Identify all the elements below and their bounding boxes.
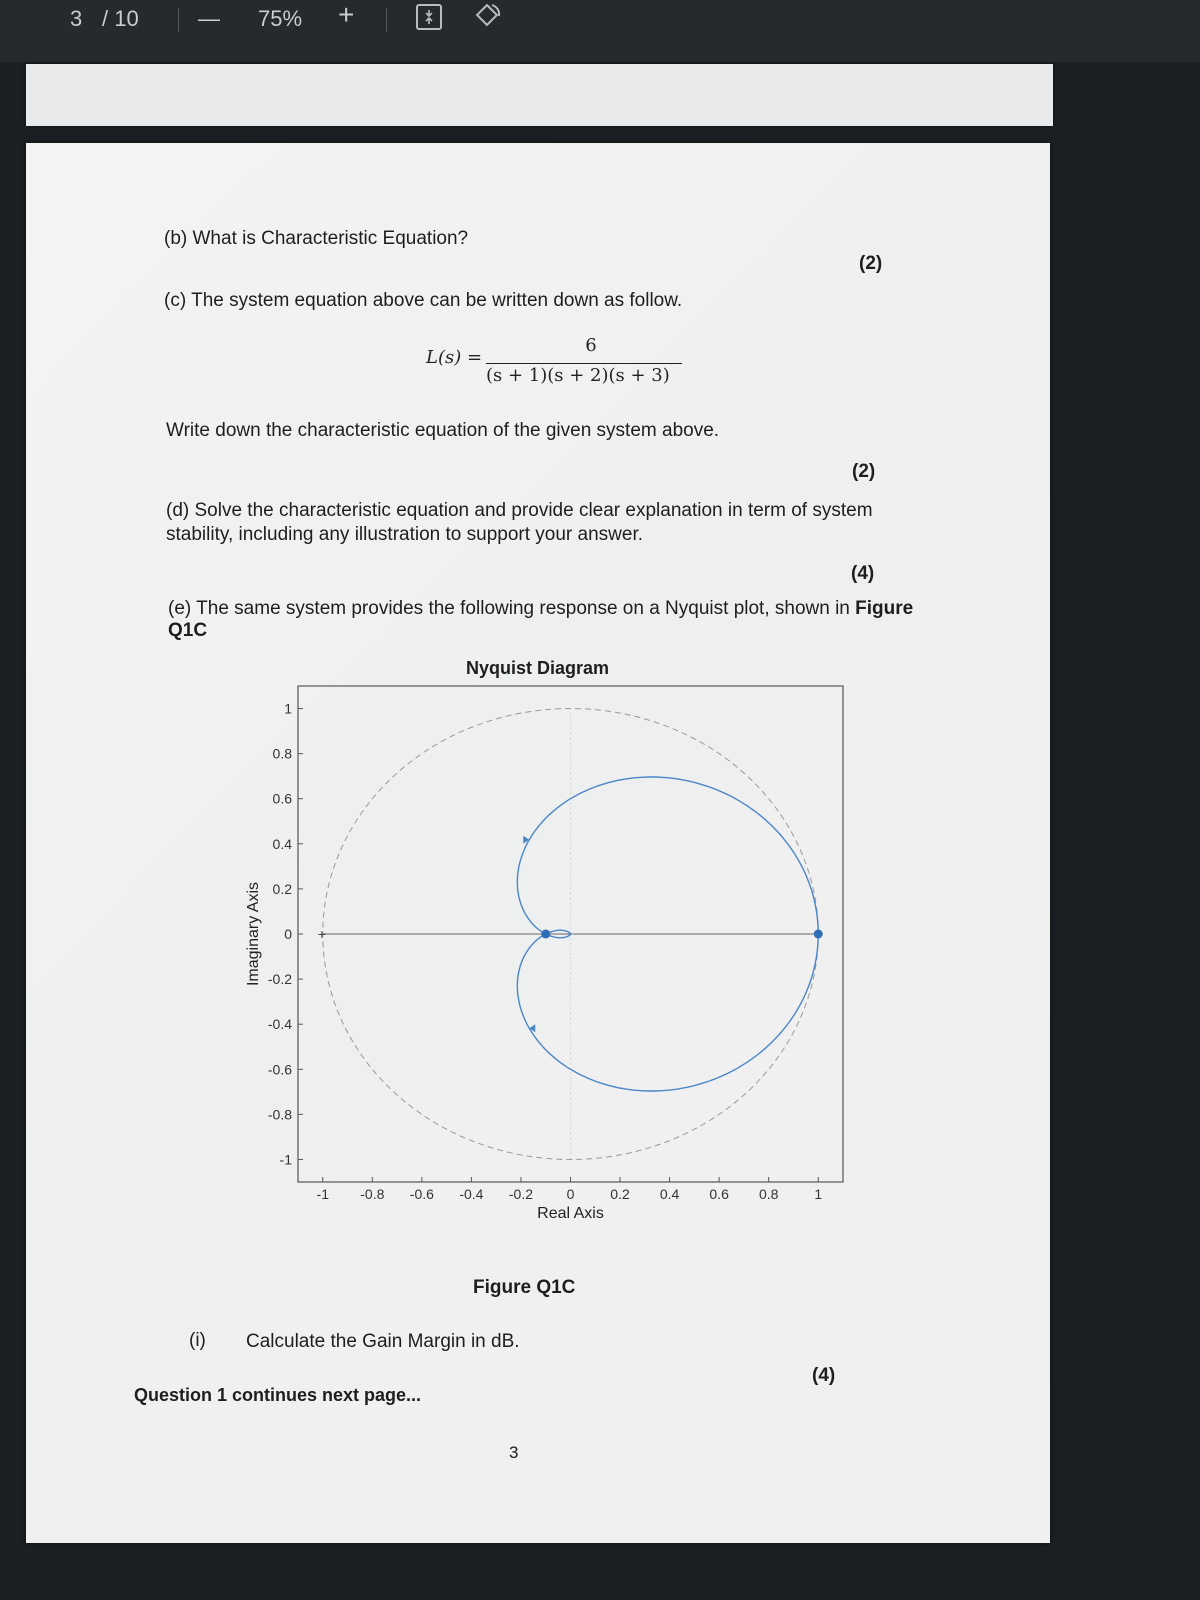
x-tick-label: 0 — [566, 1186, 575, 1202]
figure-caption: Figure Q1C — [473, 1277, 576, 1298]
x-tick-label: 0.4 — [659, 1186, 680, 1202]
sub-question-i-text: Calculate the Gain Margin in dB. — [246, 1331, 520, 1352]
x-tick-label: -0.6 — [409, 1186, 434, 1202]
y-tick-label: 0.8 — [272, 745, 292, 762]
equation-numerator: 6 — [585, 335, 597, 356]
marks-d: (4) — [851, 563, 875, 584]
x-tick-label: 0.8 — [758, 1186, 779, 1202]
chart-title: Nyquist Diagram — [466, 658, 610, 678]
x-axis-label: Real Axis — [537, 1205, 604, 1222]
critical-point-marker: + — [317, 926, 326, 942]
y-tick-label: -0.6 — [267, 1061, 292, 1078]
y-tick-label: -1 — [279, 1151, 292, 1168]
marks-i: (4) — [812, 1365, 836, 1386]
nyquist-curve-negative-branch — [517, 930, 818, 1091]
question-d-line2: stability, including any illustration to support your answer. — [166, 524, 644, 545]
nyquist-plot-svg — [206, 658, 866, 1248]
question-b-text: (b) What is Characteristic Equation? — [164, 228, 469, 249]
data-point — [541, 930, 550, 939]
previous-page — [26, 64, 1053, 126]
marks-c: (2) — [852, 461, 876, 482]
data-point — [814, 930, 823, 939]
y-tick-label: 0 — [284, 926, 292, 942]
x-tick-label: 1 — [814, 1186, 823, 1202]
question-c-instruction: Write down the characteristic equation of the given system above. — [166, 420, 720, 441]
y-tick-label: 0.6 — [272, 790, 292, 807]
nyquist-diagram — [206, 658, 866, 1248]
question-b — [164, 227, 468, 251]
y-axis-label: Imaginary Axis — [245, 881, 262, 987]
document-page — [26, 143, 1050, 1543]
y-tick-label: 1 — [284, 700, 292, 717]
page-current-field[interactable]: 3 — [70, 6, 83, 31]
rotate-icon[interactable] — [470, 2, 504, 32]
y-tick-label: -0.8 — [267, 1106, 292, 1123]
y-tick-label: -0.2 — [267, 971, 292, 988]
equation-lhs: L(s) = — [426, 347, 483, 368]
figure-reference: Figure — [855, 598, 914, 619]
page-total: / 10 — [102, 6, 139, 31]
zoom-level[interactable]: 75% — [258, 6, 303, 31]
question-e-figure-id: Q1C — [168, 620, 208, 641]
y-tick-label: -0.4 — [267, 1016, 292, 1033]
question-e-text: (e) The same system provides the following response on a Nyquist plot, shown in — [168, 598, 850, 619]
x-tick-label: -1 — [316, 1186, 329, 1202]
question-e — [168, 597, 913, 621]
fit-page-icon[interactable] — [416, 4, 442, 30]
page-number: 3 — [509, 1443, 519, 1462]
toolbar-divider — [386, 8, 387, 32]
zoom-out-button[interactable]: — — [198, 6, 220, 31]
x-tick-label: -0.2 — [508, 1186, 534, 1202]
direction-arrow — [529, 1024, 535, 1032]
question-c: (c) The system equation above can be written down as follow. — [164, 290, 683, 311]
x-tick-label: 0.2 — [610, 1186, 630, 1202]
x-tick-label: -0.4 — [459, 1186, 484, 1202]
zoom-in-button[interactable]: + — [338, 0, 355, 30]
fraction-bar — [486, 363, 682, 364]
question-d-line1: (d) Solve the characteristic equation and provide clear explanation in term of system — [166, 500, 873, 521]
nyquist-curve-positive-branch — [517, 777, 818, 938]
x-tick-label: -0.8 — [360, 1186, 385, 1202]
toolbar-divider — [178, 8, 179, 32]
y-tick-label: 0.4 — [272, 835, 292, 852]
equation-denominator: (s + 1)(s + 2)(s + 3) — [486, 365, 670, 386]
sub-question-i-label: (i) — [189, 1330, 206, 1351]
x-tick-label: 0.6 — [709, 1186, 729, 1202]
y-tick-label: 0.2 — [272, 880, 292, 897]
continues-note: Question 1 continues next page... — [134, 1385, 422, 1405]
pdf-toolbar — [0, 0, 1200, 62]
marks-b: (2) — [859, 253, 883, 274]
